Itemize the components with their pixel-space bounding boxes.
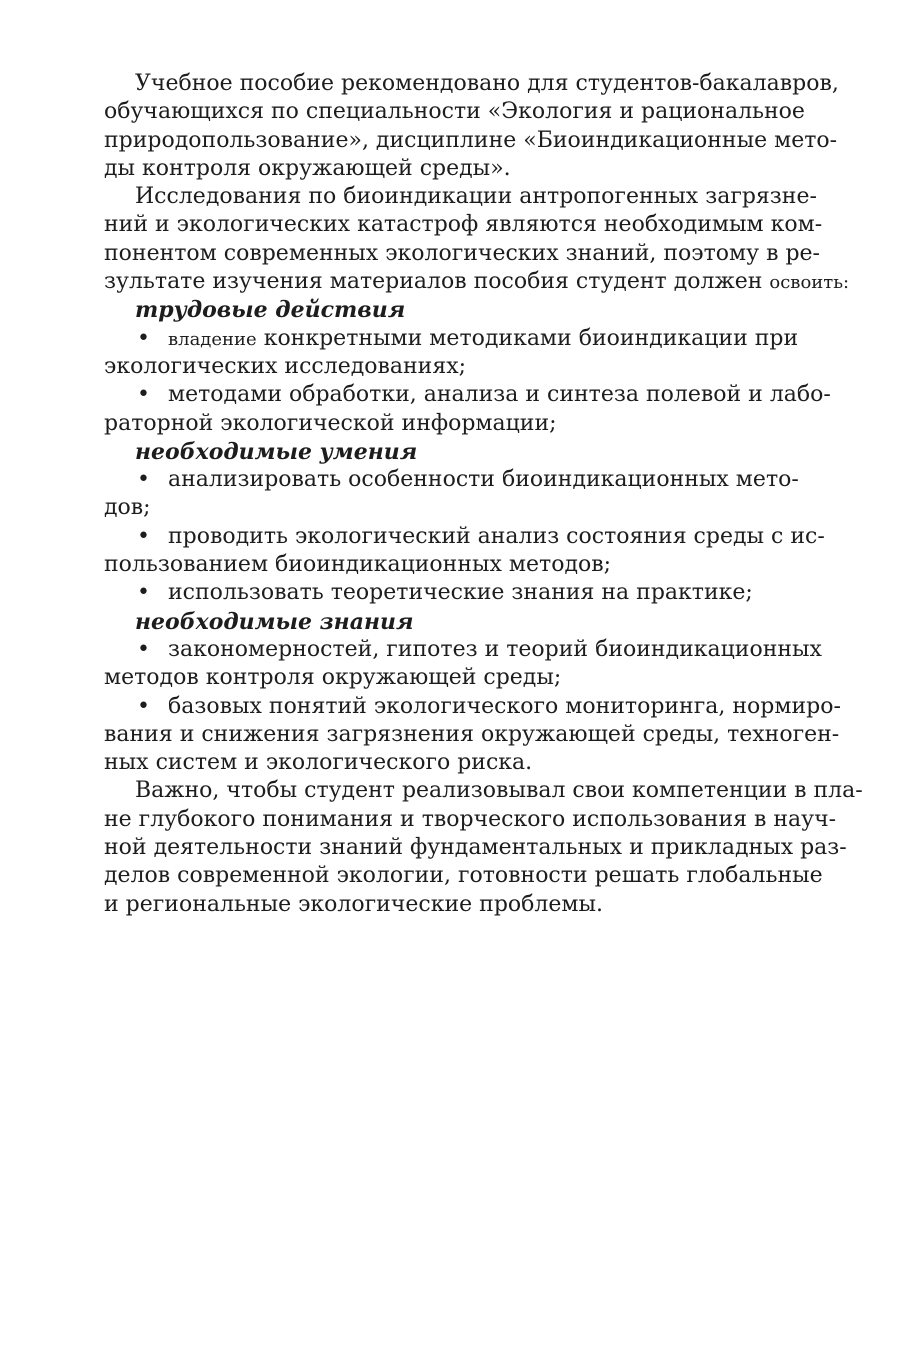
intro-line: природопользование», дисциплине «Биоиндикационные мето- xyxy=(104,127,838,153)
intro-line: Учебное пособие рекомендовано для студентов-бакалавров, xyxy=(135,71,839,96)
bullet-icon: • xyxy=(137,382,150,408)
research-line: понентом современных экологических знаний, поэтому в ре- xyxy=(104,240,820,266)
knowledge-item-2-text: базовых понятий экологического мониторинга, нормиро- xyxy=(168,693,841,719)
knowledge-item-1-cont: методов контроля окружающей среды; xyxy=(104,665,562,691)
conclusion-line: и региональные экологические проблемы. xyxy=(104,891,603,917)
conclusion-line: делов современной экологии, готовности решать глобальные xyxy=(104,863,823,889)
bullet-line xyxy=(104,381,831,409)
bullet-line xyxy=(104,523,825,551)
intro-paragraph xyxy=(104,70,839,183)
knowledge-item-1 xyxy=(104,636,822,693)
labor-item-1-small: владение xyxy=(168,328,257,350)
intro-line: ды контроля окружающей среды». xyxy=(104,155,511,181)
skills-item-2 xyxy=(104,523,825,580)
research-last-main: зультате изучения материалов пособия студент должен xyxy=(104,269,763,295)
conclusion-line: ной деятельности знаний фундаментальных и прикладных раз- xyxy=(104,835,847,861)
heading-required-knowledge: необходимые знания xyxy=(135,608,414,635)
bullet-icon: • xyxy=(137,580,150,606)
bullet-icon: • xyxy=(137,693,150,719)
bullet-line xyxy=(104,579,798,607)
bullet-line xyxy=(104,466,798,494)
research-paragraph xyxy=(104,183,850,296)
labor-item-1 xyxy=(104,325,798,382)
skills-item-1-cont: дов; xyxy=(104,495,151,521)
skills-item-3 xyxy=(104,579,798,607)
bullet-icon: • xyxy=(137,636,150,662)
bullet-icon: • xyxy=(137,325,150,351)
research-last-small: освоить: xyxy=(769,272,850,294)
bullet-icon: • xyxy=(137,467,150,493)
labor-item-1-rest: конкретными методиками биоиндикации при xyxy=(263,325,799,351)
heading-required-skills: необходимые умения xyxy=(135,438,418,465)
research-line: ний и экологических катастроф являются необходимым ком- xyxy=(104,212,823,238)
knowledge-item-2-cont: вания и снижения загрязнения окружающей среды, техноген- xyxy=(104,721,840,747)
skills-item-2-cont: пользованием биоиндикационных методов; xyxy=(104,552,612,578)
bullet-line xyxy=(104,636,822,664)
skills-item-3-text: использовать теоретические знания на практике; xyxy=(168,580,753,606)
research-line: Исследования по биоиндикации антропогенных загрязне- xyxy=(135,184,817,210)
knowledge-item-1-text: закономерностей, гипотез и теорий биоиндикационных xyxy=(168,636,822,662)
bullet-line xyxy=(104,693,841,721)
bullet-icon: • xyxy=(137,523,150,549)
skills-item-1 xyxy=(104,466,798,523)
knowledge-item-2 xyxy=(104,693,841,778)
heading-labor-actions: трудовые действия xyxy=(135,297,406,324)
research-line xyxy=(104,268,850,296)
conclusion-line: Важно, чтобы студент реализовывал свои компетенции в пла- xyxy=(135,778,863,804)
labor-item-2-text: методами обработки, анализа и синтеза полевой и лабо- xyxy=(168,382,831,408)
bullet-line xyxy=(104,325,798,353)
skills-item-1-text: анализировать особенности биоиндикационных мето- xyxy=(168,467,799,493)
skills-item-2-text: проводить экологический анализ состояния среды с ис- xyxy=(168,523,825,549)
intro-line: обучающихся по специальности «Экология и рациональное xyxy=(104,99,805,125)
conclusion-paragraph xyxy=(104,777,863,918)
page-body xyxy=(104,70,863,919)
conclusion-line: не глубокого понимания и творческого использования в науч- xyxy=(104,806,837,832)
knowledge-item-2-cont: ных систем и экологического риска. xyxy=(104,750,533,776)
labor-item-2 xyxy=(104,381,831,438)
labor-item-1-cont: экологических исследованиях; xyxy=(104,353,467,379)
labor-item-2-cont: раторной экологической информации; xyxy=(104,410,557,436)
